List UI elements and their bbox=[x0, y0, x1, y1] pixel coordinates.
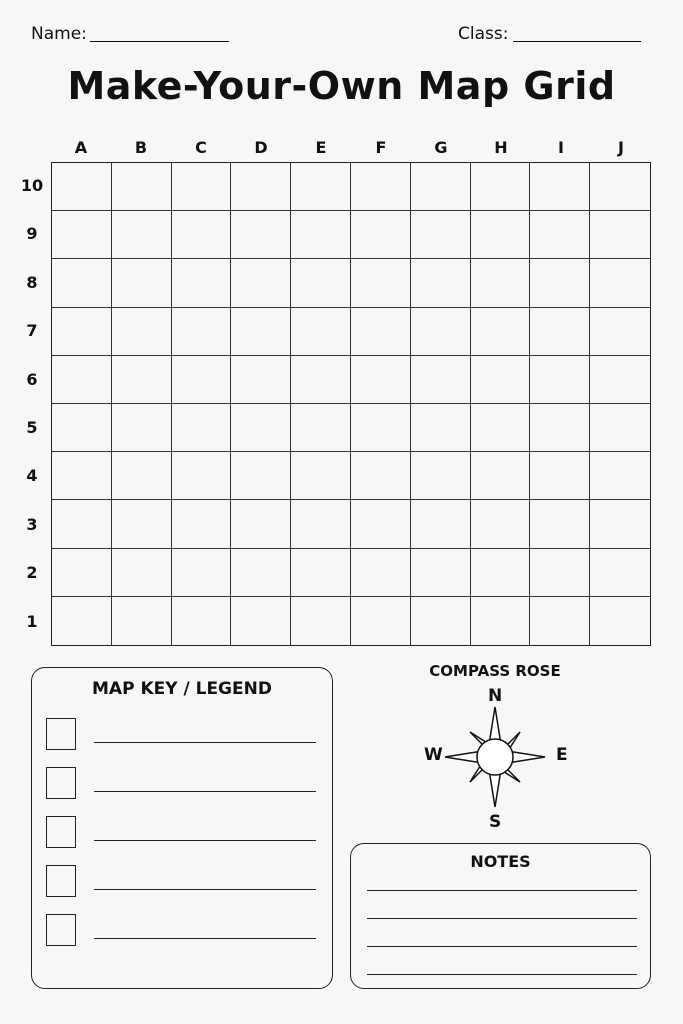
grid-cell-f10[interactable] bbox=[351, 163, 411, 211]
grid-cell-a3[interactable] bbox=[52, 500, 112, 548]
grid-cell-e9[interactable] bbox=[291, 211, 351, 259]
column-label-d: D bbox=[254, 138, 268, 157]
grid-cell-a8[interactable] bbox=[52, 259, 112, 307]
grid-cell-h4[interactable] bbox=[471, 452, 531, 500]
grid-cell-j5[interactable] bbox=[590, 404, 650, 452]
grid-cell-c7[interactable] bbox=[172, 308, 232, 356]
grid-cell-b4[interactable] bbox=[112, 452, 172, 500]
legend-swatch-box[interactable] bbox=[46, 718, 76, 750]
grid-cell-e8[interactable] bbox=[291, 259, 351, 307]
column-label-j: J bbox=[618, 138, 624, 157]
row-label-4: 4 bbox=[26, 466, 38, 486]
grid-cell-e10[interactable] bbox=[291, 163, 351, 211]
row-label-3: 3 bbox=[26, 514, 38, 534]
grid-cell-d1[interactable] bbox=[231, 597, 291, 645]
grid-cell-f2[interactable] bbox=[351, 549, 411, 597]
compass-rose-icon bbox=[440, 702, 550, 812]
column-label-c: C bbox=[195, 138, 207, 157]
grid-cell-h10[interactable] bbox=[471, 163, 531, 211]
grid-cell-a6[interactable] bbox=[52, 356, 112, 404]
grid-cell-h3[interactable] bbox=[471, 500, 531, 548]
compass-west-label: W bbox=[424, 745, 443, 765]
grid-cell-e3[interactable] bbox=[291, 500, 351, 548]
grid-cell-g10[interactable] bbox=[411, 163, 471, 211]
grid-cell-j7[interactable] bbox=[590, 308, 650, 356]
grid-cell-f8[interactable] bbox=[351, 259, 411, 307]
grid-cell-e4[interactable] bbox=[291, 452, 351, 500]
column-label-b: B bbox=[134, 138, 148, 157]
grid-cell-f1[interactable] bbox=[351, 597, 411, 645]
grid-cell-j10[interactable] bbox=[590, 163, 650, 211]
grid-cell-a5[interactable] bbox=[52, 404, 112, 452]
grid-cell-e1[interactable] bbox=[291, 597, 351, 645]
grid-cell-j9[interactable] bbox=[590, 211, 650, 259]
row-label-6: 6 bbox=[26, 369, 38, 389]
grid-cell-g4[interactable] bbox=[411, 452, 471, 500]
grid-cell-j8[interactable] bbox=[590, 259, 650, 307]
grid-cell-b1[interactable] bbox=[112, 597, 172, 645]
grid-cell-e2[interactable] bbox=[291, 549, 351, 597]
grid-cell-c4[interactable] bbox=[172, 452, 232, 500]
grid-cell-d7[interactable] bbox=[231, 308, 291, 356]
grid-cell-d4[interactable] bbox=[231, 452, 291, 500]
row-label-5: 5 bbox=[26, 418, 38, 437]
grid-cell-c8[interactable] bbox=[172, 259, 232, 307]
column-label-f: F bbox=[375, 138, 387, 157]
grid-cell-f4[interactable] bbox=[351, 452, 411, 500]
grid-cell-b3[interactable] bbox=[112, 500, 172, 548]
grid-cell-d5[interactable] bbox=[231, 404, 291, 452]
grid-cell-g2[interactable] bbox=[411, 549, 471, 597]
grid-cell-j4[interactable] bbox=[590, 452, 650, 500]
grid-cell-g8[interactable] bbox=[411, 259, 471, 307]
grid-cell-a1[interactable] bbox=[52, 597, 112, 645]
notes-line[interactable] bbox=[367, 946, 637, 947]
grid-cell-g3[interactable] bbox=[411, 500, 471, 548]
grid-cell-i10[interactable] bbox=[530, 163, 590, 211]
grid-cell-d2[interactable] bbox=[231, 549, 291, 597]
legend-label-line[interactable] bbox=[94, 889, 316, 890]
grid-cell-c2[interactable] bbox=[172, 549, 232, 597]
grid-cell-a7[interactable] bbox=[52, 308, 112, 356]
name-field[interactable] bbox=[90, 41, 229, 42]
grid-cell-h9[interactable] bbox=[471, 211, 531, 259]
grid-cell-i5[interactable] bbox=[530, 404, 590, 452]
grid-cell-h2[interactable] bbox=[471, 549, 531, 597]
grid-cell-c10[interactable] bbox=[172, 163, 232, 211]
grid-cell-d8[interactable] bbox=[231, 259, 291, 307]
grid-cell-c5[interactable] bbox=[172, 404, 232, 452]
row-label-9: 9 bbox=[26, 224, 38, 244]
grid-cell-j3[interactable] bbox=[590, 500, 650, 548]
grid-cell-b8[interactable] bbox=[112, 259, 172, 307]
grid-cell-d6[interactable] bbox=[231, 356, 291, 404]
grid-cell-c1[interactable] bbox=[172, 597, 232, 645]
column-label-h: H bbox=[494, 138, 508, 157]
column-label-g: G bbox=[434, 138, 448, 157]
grid-cell-b2[interactable] bbox=[112, 549, 172, 597]
grid-cell-e7[interactable] bbox=[291, 308, 351, 356]
grid-cell-g5[interactable] bbox=[411, 404, 471, 452]
legend-label-line[interactable] bbox=[94, 791, 316, 792]
grid-cell-h5[interactable] bbox=[471, 404, 531, 452]
grid-cell-i9[interactable] bbox=[530, 211, 590, 259]
grid-cell-b10[interactable] bbox=[112, 163, 172, 211]
grid-cell-i8[interactable] bbox=[530, 259, 590, 307]
legend-title: MAP KEY / LEGEND bbox=[92, 679, 272, 699]
notes-panel bbox=[350, 843, 651, 989]
legend-swatch-box[interactable] bbox=[46, 767, 76, 799]
grid-cell-d9[interactable] bbox=[231, 211, 291, 259]
grid-cell-h7[interactable] bbox=[471, 308, 531, 356]
notes-line[interactable] bbox=[367, 890, 637, 891]
grid-cell-f3[interactable] bbox=[351, 500, 411, 548]
grid-cell-j1[interactable] bbox=[590, 597, 650, 645]
legend-swatch-box[interactable] bbox=[46, 914, 76, 946]
grid-cell-i3[interactable] bbox=[530, 500, 590, 548]
legend-swatch-box[interactable] bbox=[46, 865, 76, 897]
column-label-a: A bbox=[74, 138, 88, 157]
grid-cell-g6[interactable] bbox=[411, 356, 471, 404]
grid-cell-c9[interactable] bbox=[172, 211, 232, 259]
grid-cell-i4[interactable] bbox=[530, 452, 590, 500]
grid-cell-a2[interactable] bbox=[52, 549, 112, 597]
compass-south-label: S bbox=[489, 812, 502, 832]
grid-cell-a9[interactable] bbox=[52, 211, 112, 259]
column-label-e: E bbox=[315, 138, 327, 157]
grid-cell-f5[interactable] bbox=[351, 404, 411, 452]
grid-cell-b5[interactable] bbox=[112, 404, 172, 452]
grid-cell-b7[interactable] bbox=[112, 308, 172, 356]
grid-cell-h8[interactable] bbox=[471, 259, 531, 307]
legend-label-line[interactable] bbox=[94, 742, 316, 743]
class-field[interactable] bbox=[513, 41, 641, 42]
grid-cell-f7[interactable] bbox=[351, 308, 411, 356]
legend-label-line[interactable] bbox=[94, 938, 316, 939]
legend-label-line[interactable] bbox=[94, 840, 316, 841]
page-title: Make-Your-Own Map Grid bbox=[67, 64, 616, 108]
map-grid[interactable] bbox=[51, 162, 651, 646]
grid-cell-j2[interactable] bbox=[590, 549, 650, 597]
row-label-2: 2 bbox=[26, 563, 38, 583]
legend-swatch-box[interactable] bbox=[46, 816, 76, 848]
grid-cell-a10[interactable] bbox=[52, 163, 112, 211]
grid-cell-i7[interactable] bbox=[530, 308, 590, 356]
map-key-legend-panel bbox=[31, 667, 333, 989]
grid-cell-g7[interactable] bbox=[411, 308, 471, 356]
grid-cell-f6[interactable] bbox=[351, 356, 411, 404]
class-label: Class: bbox=[458, 24, 509, 44]
grid-cell-d10[interactable] bbox=[231, 163, 291, 211]
grid-cell-d3[interactable] bbox=[231, 500, 291, 548]
compass-east-label: E bbox=[556, 745, 568, 765]
column-label-i: I bbox=[558, 138, 564, 157]
name-label: Name: bbox=[31, 24, 87, 44]
grid-cell-j6[interactable] bbox=[590, 356, 650, 404]
notes-line[interactable] bbox=[367, 974, 637, 975]
grid-cell-b9[interactable] bbox=[112, 211, 172, 259]
row-label-10: 10 bbox=[20, 176, 44, 195]
grid-cell-i6[interactable] bbox=[530, 356, 590, 404]
grid-cell-i1[interactable] bbox=[530, 597, 590, 645]
notes-title: NOTES bbox=[470, 852, 531, 871]
row-label-7: 7 bbox=[26, 321, 38, 341]
grid-cell-c3[interactable] bbox=[172, 500, 232, 548]
compass-rose-title: COMPASS ROSE bbox=[429, 662, 561, 680]
grid-cell-e6[interactable] bbox=[291, 356, 351, 404]
grid-cell-g9[interactable] bbox=[411, 211, 471, 259]
grid-cell-c6[interactable] bbox=[172, 356, 232, 404]
grid-cell-a4[interactable] bbox=[52, 452, 112, 500]
notes-line[interactable] bbox=[367, 918, 637, 919]
grid-cell-e5[interactable] bbox=[291, 404, 351, 452]
grid-cell-i2[interactable] bbox=[530, 549, 590, 597]
row-label-8: 8 bbox=[26, 272, 38, 292]
grid-cell-b6[interactable] bbox=[112, 356, 172, 404]
row-label-1: 1 bbox=[26, 611, 38, 631]
grid-cell-h6[interactable] bbox=[471, 356, 531, 404]
grid-cell-h1[interactable] bbox=[471, 597, 531, 645]
grid-cell-g1[interactable] bbox=[411, 597, 471, 645]
compass-north-label: N bbox=[488, 686, 503, 706]
grid-cell-f9[interactable] bbox=[351, 211, 411, 259]
